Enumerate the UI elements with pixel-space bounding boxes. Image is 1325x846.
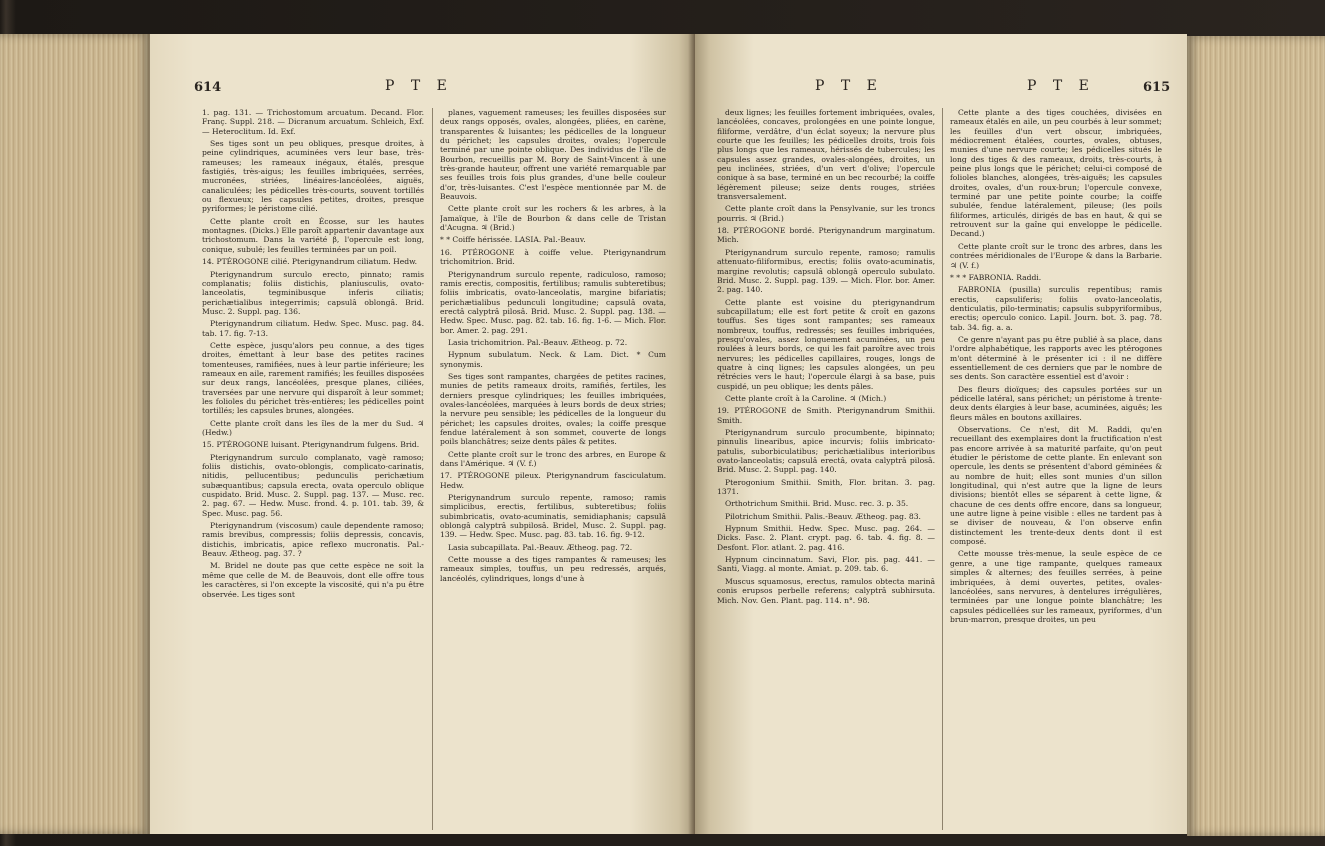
right-page-edges [1187, 36, 1325, 836]
column-rule-left [432, 108, 433, 830]
paragraph: Cette plante croît dans les îles de la mer du Sud. ♃ (Hedw.) [202, 418, 424, 437]
left-column-2 [440, 108, 666, 828]
paragraph: Ce genre n'ayant pas pu être publié à sa place, dans l'ordre alphabétique, les rapports avec les ptérogones m'ont déterminé à le présenter ici : il ne diffère essentiellement de ces derniers que par le nombre de ses dents. Son caractère essentiel est d'avoir : [950, 334, 1162, 382]
paragraph: Cette plante croît à la Caroline. ♃ (Mich.) [725, 393, 887, 403]
left-page [150, 34, 695, 834]
paragraph: Cette plante croît en Écosse, sur les hautes montagnes. (Dicks.) Elle paroît appartenir davantage aux trichostomum. Dans la variété β, l'opercule est long, conique, subulé; les feuilles terminées par un poil. [202, 216, 424, 254]
paragraph: Cette plante a des tiges couchées, divisées en rameaux étalés en aile, un peu courbés à leur sommet; les feuilles d'un vert obscur, imbriquées, médiocrement étalées, courtes, ovales, obtuses, munies d'une nervure courte; les pédicelles situés le long des tiges & des rameaux, droits, très-courts, à peine plus longs que le périchet; celui-ci composé de folioles blanches, alongées, très-aiguës; les capsules droites, ovales, d'un roux-brun; l'opercule convexe, terminé par une petite pointe courbe; la coiffe subulée, fendue latéralement, pileuse; (les poils filiformes, articulés, dirigés de bas en haut, & qui se retrouvent sur la gaîne qui enveloppe le pédicelle. Decand.) [950, 108, 1162, 239]
right-page [695, 34, 1187, 834]
running-head-left: P T E [385, 78, 453, 94]
running-head-right: P T E [815, 78, 883, 94]
paragraph: Des fleurs dioïques; des capsules portées sur un pédicelle latéral, sans périchet; un péristome à trente-deux dents élargies à leur base, acuminées, aiguës; les fleurs mâles en boutons axillaires. [950, 384, 1162, 422]
page-number-right: 615 [1143, 80, 1171, 95]
paragraph: 18. PTÉROGONE bordé. Pterigynandrum marginatum. Mich. [717, 226, 935, 245]
paragraph: Pterigynandrum surculo repente, ramoso; ramulis attenuato-filiformibus, erectis; foliis ovato-acuminatis, margine revolutis; capsulâ oblongâ operculo subulato. Brid. Musc. 2. Suppl. pag. 139. — Mich. Flor. bor. Amer. 2. pag. 140. [717, 247, 935, 295]
paragraph: M. Bridel ne doute pas que cette espèce ne soit la même que celle de M. de Beauvois, dont elle offre tous les caractères, si l'on excepte la viscosité, qui n'a pu être observée. Les tiges sont [202, 561, 424, 599]
paragraph: Observations. Ce n'est, dit M. Raddi, qu'en recueillant des exemplaires dont la fructification n'est pas encore arrivée à sa maturité parfaite, qu'on peut étudier le péristome de cette plante. En enlevant son opercule, les dents se présentent d'abord géminées & au nombre de huit; elles sont munies d'un sillon longitudinal, qui n'est autre que la ligne de leurs divisions; bientôt elles se séparent à cette ligne, & chacune de ces dents offre encore, dans sa longueur, une autre ligne à peine visible : elles ne tardent pas à se diviser de nouveau, & l'on observe enfin distinctement les trente-deux dents dont il est composé. [950, 425, 1162, 547]
paragraph: Pterigynandrum surculo erecto, pinnato; ramis complanatis; foliis distichis, planiusculis, ovato-lanceolatis, tegminibusque inferis ciliatis; perichætialibus integerrimis; capsulâ oblongâ. Brid. Musc. 2. Suppl. pag. 136. [202, 269, 424, 316]
paragraph: * * Coiffe hérissée. LASIA. Pal.-Beauv. [440, 235, 586, 245]
paragraph: Cette plante est voisine du pterigynandrum subcapillatum; elle est fort petite & croît en gazons touffus. Ses tiges sont rampantes; ses rameaux nombreux, touffus, redressés; ses feuilles imbriquées, presqu'ovales, assez longuement acuminées, un peu roulées à leurs bords, ce qui les fait paroître avec trois nervures; les pédicelles capillaires, rouges, longs de quatre à cinq lignes; les capsules alongées, un peu rétrécies vers le haut; l'opercule élargi à sa base, puis cuspidé, un peu oblique; les dents pâles. [717, 297, 935, 391]
paragraph: Pterigynandrum surculo procumbente, bipinnato; pinnulis linearibus, apice incurvis; foliis imbricato-patulis, suborbiculatibus; perichætialibus interioribus ovato-lanceolatis; capsulâ erectâ, ovata calyptrâ pilosâ. Brid. Musc. 2. Suppl. pag. 140. [717, 428, 935, 475]
paragraph: Orthotrichum Smithii. Brid. Musc. rec. 3. p. 35. [725, 499, 909, 509]
running-head-right-2: P T E [1027, 78, 1095, 94]
paragraph: 14. PTÉROGONE cilié. Pterigynandrum ciliatum. Hedw. [202, 257, 418, 267]
paragraph: Hypnum Smithii. Hedw. Spec. Musc. pag. 264. — Dicks. Fasc. 2. Plant. crypt. pag. 6. tab. 4. fig. 8. — Desfont. Flor. atlant. 2. pag. 416. [717, 524, 935, 552]
paragraph: Cette plante croît sur le tronc des arbres, en Europe & dans l'Amérique. ♃ (V. f.) [440, 449, 666, 469]
paragraph: Hypnum cincinnatum. Savi, Flor. pis. pag. 441. — Santi, Viagg. al monte. Amiat. p. 209. tab. 6. [717, 555, 935, 574]
paragraph: FABRONIA (pusilla) surculis repentibus; ramis erectis, capsuliferis; foliis ovato-lanceolatis, denticulatis, pilo-terminatis; capsulis subpyriformibus, erectis; operculo conico. Lapil. Journ. bot. 3. pag. 78. tab. 34. fig. a. a. [950, 285, 1162, 332]
paragraph: * * * FABRONIA. Raddi. [950, 272, 1042, 282]
paragraph: 16. PTÉROGONE à coiffe velue. Pterigynandrum trichomitrion. Brid. [440, 247, 666, 267]
paragraph: Ses tiges sont rampantes, chargées de petites racines, munies de petits rameaux droits, ramifiés, fertiles, les derniers presque cylindriques; les feuilles imbriquées, ovales-lancéolées, marquées à leurs bords de deux stries; la nervure peu sensible; les pédicelles de la longueur du périchet; les capsules droites, ovales; la coiffe presque fendue latéralement à son sommet, couverte de longs poils blanchâtres; seize dents pâles & petites. [440, 371, 666, 447]
paragraph: Cette plante croît sur le tronc des arbres, dans les contrées méridionales de l'Europe & dans la Barbarie. ♃ (V. f.) [950, 241, 1162, 270]
paragraph: deux lignes; les feuilles fortement imbriquées, ovales, lancéolées, concaves, prolongées en une pointe longue, filiforme, verdâtre, d'un éclat soyeux; la nervure plus courte que les feuilles; les pédicelles droits, trois fois plus longs que les rameaux, hérissés de tubercules; les capsules assez grandes, ovales-alongées, droites, un peu inclinées, striées, d'un vert d'olive; l'opercule conique à sa base, terminé en un bec recourbé; la coiffe légèrement pileuse; seize dents rouges, striées transversalement. [717, 108, 935, 202]
paragraph: Lasia subcapillata. Pal.-Beauv. Ætheog. pag. 72. [448, 542, 633, 552]
page-number-left: 614 [194, 80, 222, 95]
paragraph: Muscus squamosus, erectus, ramulos obtecta marinâ conis erupsos perbelle referens; calyptrâ subhirsuta. Mich. Nov. Gen. Plant. pag. 114. n°. 98. [717, 576, 935, 605]
left-column-1 [202, 108, 424, 828]
paragraph: Pterogonium Smithii. Smith, Flor. britan. 3. pag. 1371. [717, 477, 935, 497]
paragraph: Pterigynandrum (viscosum) caule dependente ramoso; ramis brevibus, compressis; foliis depressis, concavis, distichis, imbricatis, apice reflexo mucronatis. Pal.-Beauv. Ætheog. pag. 37. ? [202, 521, 424, 559]
paragraph: planes, vaguement rameuses; les feuilles disposées sur deux rangs opposés, ovales, alongées, pliées, en carène, transparentes & luisantes; les pédicelles de la longueur du périchet; les capsules droites, ovales; l'opercule terminé par une pointe oblique. Des individus de l'île de Bourbon, recueillis par M. Bory de Saint-Vincent à une très-grande hauteur, offrent une variété remarquable par ses feuilles trois fois plus grandes, d'une belle couleur d'or, très-luisantes. C'est l'espèce mentionnée par M. de Beauvois. [440, 108, 666, 202]
paragraph: Cette plante croît sur les rochers & les arbres, à la Jamaïque, à l'île de Bourbon & dans celle de Tristan d'Acugna. ♃ (Brid.) [440, 204, 666, 233]
right-column-2 [950, 108, 1162, 828]
paragraph: Cette plante croît dans la Pensylvanie, sur les troncs pourris. ♃ (Brid.) [717, 204, 935, 223]
paragraph: 17. PTÉROGONE pileux. Pterigynandrum fasciculatum. Hedw. [440, 471, 666, 490]
paragraph: Pterigynandrum surculo repente, radiculoso, ramoso; ramis erectis, compositis, fertilibus; ramulis subteretibus; foliis imbricatis, ovato-lanceolatis, margine bifariatis; perichætialibus pedunculi longitudine; capsulâ ovata, erectâ calyptrâ pilosâ. Brid. Musc. 2. Suppl. pag. 138. — Hedw. Spec. Musc. pag. 82. tab. 16. fig. 1-6. — Mich. Flor. bor. Amer. 2. pag. 291. [440, 269, 666, 335]
paragraph: Cette mousse a des tiges rampantes & rameuses; les rameaux simples, touffus, un peu redressés, arqués, lancéolés, cylindriques, longs d'une à [440, 555, 666, 583]
paragraph: Pterigynandrum surculo repente, ramoso; ramis simplicibus, erectis, fertilibus, subteretibus; foliis subimbricatis, ovato-acuminatis, semidiaphanis; capsulâ oblongâ calyptrâ subpilosâ. Bridel, Musc. 2. Suppl. pag. 139. — Hedw. Spec. Musc. pag. 83. tab. 16. fig. 9-12. [440, 493, 666, 540]
paragraph: 1. pag. 131. — Trichostomum arcuatum. Decand. Flor. Franç. Suppl. 218. — Dicranum arcuatum. Schleich, Exf. — Heteroclitum. Id. Exf. [202, 108, 424, 136]
paragraph: Pterigynandrum surculo complanato, vagè ramoso; foliis distichis, ovato-oblongis, complicato-carinatis, nitidis, pellucentibus; pedunculis perichætium subæquantibus; capsula erecta, ovata operculo oblique cuspidato. Brid. Musc. 2. Suppl. pag. 137. — Musc. rec. 2. pag. 67. — Hedw. Musc. frond. 4. p. 101. tab. 39, & Spec. Musc. pag. 56. [202, 452, 424, 518]
paragraph: Pilotrichum Smithii. Palis.-Beauv. Ætheog. pag. 83. [725, 511, 921, 521]
paragraph: Ses tiges sont un peu obliques, presque droites, à peine cylindriques, acuminées vers leur base, très-rameuses; les rameaux inégaux, étalés, presque fastigiés, très-aigus; les feuilles imbriquées, serrées, mucronées, striées, linéaires-lancéolées, aiguës, canaliculées; les pédicelles très-courts, souvent tortillés ou flexueux; les capsules petites, droites, presque pyriformes; le péristome cilié. [202, 139, 424, 214]
paragraph: Lasia trichomitrion. Pal.-Beauv. Ætheog. p. 72. [448, 337, 628, 347]
paragraph: Pterigynandrum ciliatum. Hedw. Spec. Musc. pag. 84. tab. 17. fig. 7-13. [202, 319, 424, 338]
right-column-1 [717, 108, 935, 828]
paragraph: Cette mousse très-menue, la seule espèce de ce genre, a une tige rampante, quelques rameaux simples & alternes; des feuilles serrées, à peine imbriquées, à demi ouvertes, petites, ovales-lancéolées, sans nervures, à dentelures irrégulières, terminées par une longue pointe blanchâtre; les capsules pédicellées sur les rameaux, pyriformes, d'un brun-marron, presque droites, un peu [950, 549, 1162, 624]
paragraph: Hypnum subulatum. Neck. & Lam. Dict. * Cum synonymis. [440, 350, 666, 369]
paragraph: 15. PTÉROGONE luisant. Pterigynandrum fulgens. Brid. [202, 440, 420, 450]
paragraph: Cette espèce, jusqu'alors peu connue, a des tiges droites, émettant à leur base des petites racines tomenteuses, ramifiées, nues à leur partie inférieure; les rameaux en aile, rarement ramifiés; les feuilles disposées sur deux rangs, lancéolées, presque planes, ciliées, traversées par une nervure qui disparoît à leur sommet; les folioles du périchet très-entières; les pédicelles point tortillés; les capsules brunes, alongées. [202, 340, 424, 416]
paragraph: 19. PTÉROGONE de Smith. Pterigynandrum Smithii. Smith. [717, 406, 935, 425]
column-rule-right [942, 108, 943, 830]
left-page-edges [0, 34, 150, 834]
